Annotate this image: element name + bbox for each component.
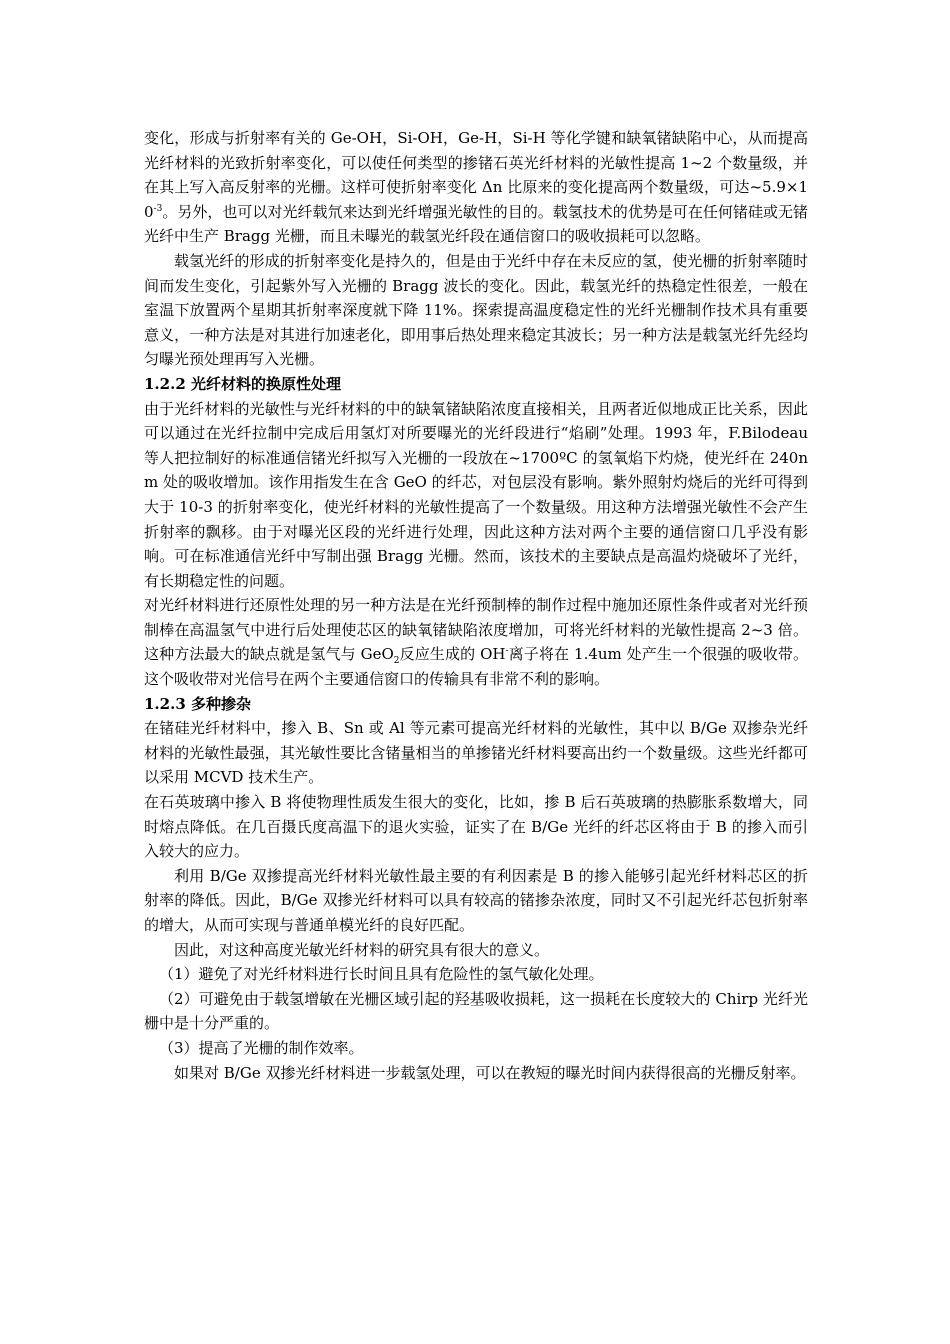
- paragraph-text: 变化，形成与折射率有关的 Ge-OH，Si-OH，Ge-H，Si-H 等化学键和缺氧锗缺陷中心，从而提高光纤材料的光致折射率变化，可以使任何类型的掺锗石英光纤材料的光敏性提高 1~2 个数量级，并在其上写入高反射率的光栅。这样可使折射率变化 Δn 比原来的变化提高两个数量级，可达~5.9×10: [144, 129, 808, 221]
- paragraph-hydrogen-stability: 载氢光纤的形成的折射率变化是持久的，但是由于光纤中存在未反应的氢，使光栅的折射率随时间而发生变化，引起紫外写入光栅的 Bragg 波长的变化。因此，载氢光纤的热稳定性很差，一般在室温下放置两个星期其折射率深度就下降 11%。探索提高温度稳定性的光纤光栅制作技术具有重要意义，一种方法是对其进行加速老化，即用事后热处理来稳定其波长；另一种方法是载氢光纤先经均匀曝光预处理再写入光栅。: [144, 251, 808, 369]
- list-item-1: （1）避免了对光纤材料进行长时间且具有危险性的氢气敏化处理。: [159, 965, 604, 984]
- paragraph-boron-effects: 在石英玻璃中掺入 B 将使物理性质发生很大的变化，比如，掺 B 后石英玻璃的热膨胀系数增大，同时熔点降低。在几百摄氏度高温下的退火实验，证实了在 B/Ge 光纤的纤芯区将由于 B 的掺入而引入较大的应力。: [144, 793, 808, 861]
- paragraph-co-doping: 在锗硅光纤材料中，掺入 B、Sn 或 Al 等元素可提高光纤材料的光敏性，其中以 B/Ge 双掺杂光纤材料的光敏性最强，其光敏性要比含锗量相当的单掺锗光纤材料要高出约一个数量级。这些光纤都可以采用 MCVD 技术生产。: [144, 719, 808, 787]
- list-item-3: （3）提高了光栅的制作效率。: [159, 1038, 364, 1057]
- paragraph-text: 。另外，也可以对光纤载氘来达到光纤增强光敏性的目的。载氢技术的优势是可在任何锗硅或无锗光纤中生产 Bragg 光栅，而且未曝光的载氢光纤段在通信窗口的吸收损耗可以忽略。: [144, 202, 808, 246]
- paragraph-text: 反应生成的 OH: [399, 645, 506, 664]
- paragraph-reduction-treatment: [144, 593, 808, 691]
- section-heading-1-2-3: 1.2.3 多种掺杂: [144, 694, 251, 713]
- paragraph-text: 离子将在 1.4um 处产生一个很强的吸收带。这个吸收带对光信号在两个主要通信窗口的传输具有非常不利的影响。: [144, 645, 808, 689]
- paragraph-hydrogen-loading-effects: [144, 126, 808, 249]
- list-item-2: （2）可避免由于载氢增敏在光栅区域引起的羟基吸收损耗，这一损耗在长度较大的 Chirp 光纤光栅中是十分严重的。: [144, 989, 808, 1033]
- paragraph-conclusion: 如果对 B/Ge 双掺光纤材料进一步载氢处理，可以在教短的曝光时间内获得很高的光栅反射率。: [174, 1063, 806, 1082]
- paragraph-flame-brushing: 由于光纤材料的光敏性与光纤材料的中的缺氧锗缺陷浓度直接相关，且两者近似地成正比关系，因此可以通过在光纤拉制中完成后用氢灯对所要曝光的光纤段进行“焰刷”处理。1993 年，F.Bilodeau 等人把拉制好的标准通信锗光纤拟写入光栅的一段放在~1700ºC 的氢氧焰下灼烧，使光纤在 240nm 处的吸收增加。该作用指发生在含 GeO 的纤芯，对包层没有影响。紫外照射灼烧后的光纤可得到大于 10-3 的折射率变化，使光纤材料的光敏性提高了一个数量级。用这种方法增强光敏性不会产生折射率的飘移。由于对曝光区段的光纤进行处理，因此这种方法对两个主要的通信窗口几乎没有影响。可在标准通信光纤中写制出强 Bragg 光栅。然而，该技术的主要缺点是高温灼烧破坏了光纤，有长期稳定性的问题。: [144, 399, 808, 590]
- paragraph-bge-advantage: 利用 B/Ge 双掺提高光纤材料光敏性最主要的有利因素是 B 的掺入能够引起光纤材料芯区的折射率的降低。因此，B/Ge 双掺光纤材料可以具有较高的锗掺杂浓度，同时又不引起光纤芯包折射率的增大，从而可实现与普通单模光纤的良好匹配。: [144, 866, 808, 934]
- subscript-2: 2: [393, 656, 400, 667]
- paragraph-text: 对光纤材料进行还原性处理的另一种方法是在光纤预制棒的制作过程中施加还原性条件或者对光纤预制棒在高温氢气中进行后处理使芯区的缺氧锗缺陷浓度增加，可将光纤材料的光敏性提高 2~3 倍。这种方法最大的缺点就是氢气与 GeO: [144, 596, 808, 664]
- section-heading-1-2-2: 1.2.2 光纤材料的换原性处理: [144, 374, 341, 393]
- document-page: [144, 126, 808, 1085]
- superscript-minus: -: [505, 646, 509, 657]
- paragraph-significance: 因此，对这种高度光敏光纤材料的研究具有很大的意义。: [174, 940, 550, 959]
- superscript-exponent: -3: [153, 203, 163, 214]
